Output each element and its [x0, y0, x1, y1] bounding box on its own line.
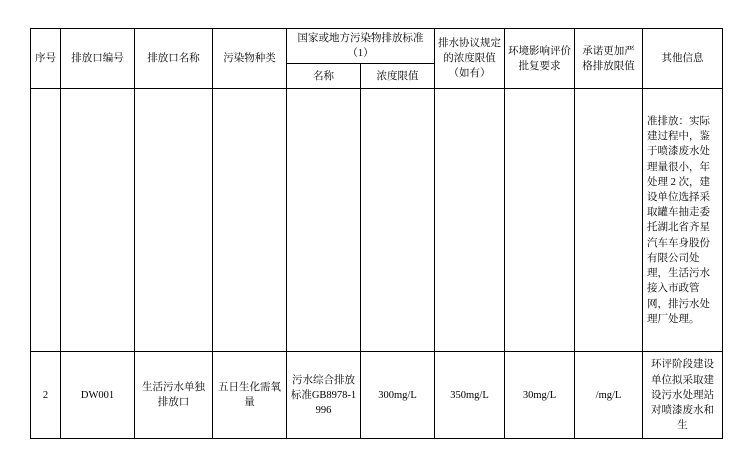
cell-outlet-code-empty [61, 89, 135, 352]
cell-standard-name: 污水综合排放标准GB8978-1996 [287, 352, 361, 439]
note-text: 准排放：实际建过程中，鉴于喷漆废水处理量很小，年处理 2 次，建设单位选择采取罐车抽走委托湖北省齐星汽车车身股份有限公司处理，生活污水接入市政管网，排污水处理厂处理。 [647, 115, 710, 325]
table-row-note [31, 89, 723, 352]
cell-serial-no: 2 [31, 352, 61, 439]
cell-agreed-limit-empty [435, 89, 505, 352]
cell-outlet-name: 生活污水单独排放口 [135, 352, 213, 439]
cell-outlet-name-empty [135, 89, 213, 352]
header-stricter-promise: 承诺更加严格排放限值 [575, 29, 643, 89]
cell-agreed-limit: 350mg/L [435, 352, 505, 439]
header-other-info: 其他信息 [643, 29, 723, 89]
table-row [31, 352, 723, 439]
header-serial-no: 序号 [31, 29, 61, 89]
header-outlet-name: 排放口名称 [135, 29, 213, 89]
cell-other-info: 环评阶段建设单位拟采取建设污水处理站对喷漆废水和生 [643, 352, 723, 439]
table-header-row-primary [31, 29, 723, 64]
cell-pollutant-type: 五日生化需氧量 [213, 352, 287, 439]
cell-standard-limit: 300mg/L [361, 352, 435, 439]
header-eia-requirement: 环境影响评价批复要求 [505, 29, 575, 89]
header-outlet-code: 排放口编号 [61, 29, 135, 89]
header-agreed-limit: 排水协议规定的浓度限值（如有） [435, 29, 505, 89]
pollutant-discharge-table [30, 28, 723, 439]
header-pollutant-type: 污染物种类 [213, 29, 287, 89]
header-standard-name: 名称 [287, 64, 361, 89]
cell-note-other-info [643, 89, 723, 352]
cell-pollutant-type-empty [213, 89, 287, 352]
cell-stricter-promise-empty [575, 89, 643, 352]
cell-standard-name-empty [287, 89, 361, 352]
header-standard-limit: 浓度限值 [361, 64, 435, 89]
cell-outlet-code: DW001 [61, 352, 135, 439]
cell-eia-requirement: 30mg/L [505, 352, 575, 439]
cell-serial-no-empty [31, 89, 61, 352]
cell-eia-requirement-empty [505, 89, 575, 352]
cell-standard-limit-empty [361, 89, 435, 352]
header-standard-group: 国家或地方污染物排放标准（1） [287, 29, 435, 64]
cell-stricter-promise: /mg/L [575, 352, 643, 439]
